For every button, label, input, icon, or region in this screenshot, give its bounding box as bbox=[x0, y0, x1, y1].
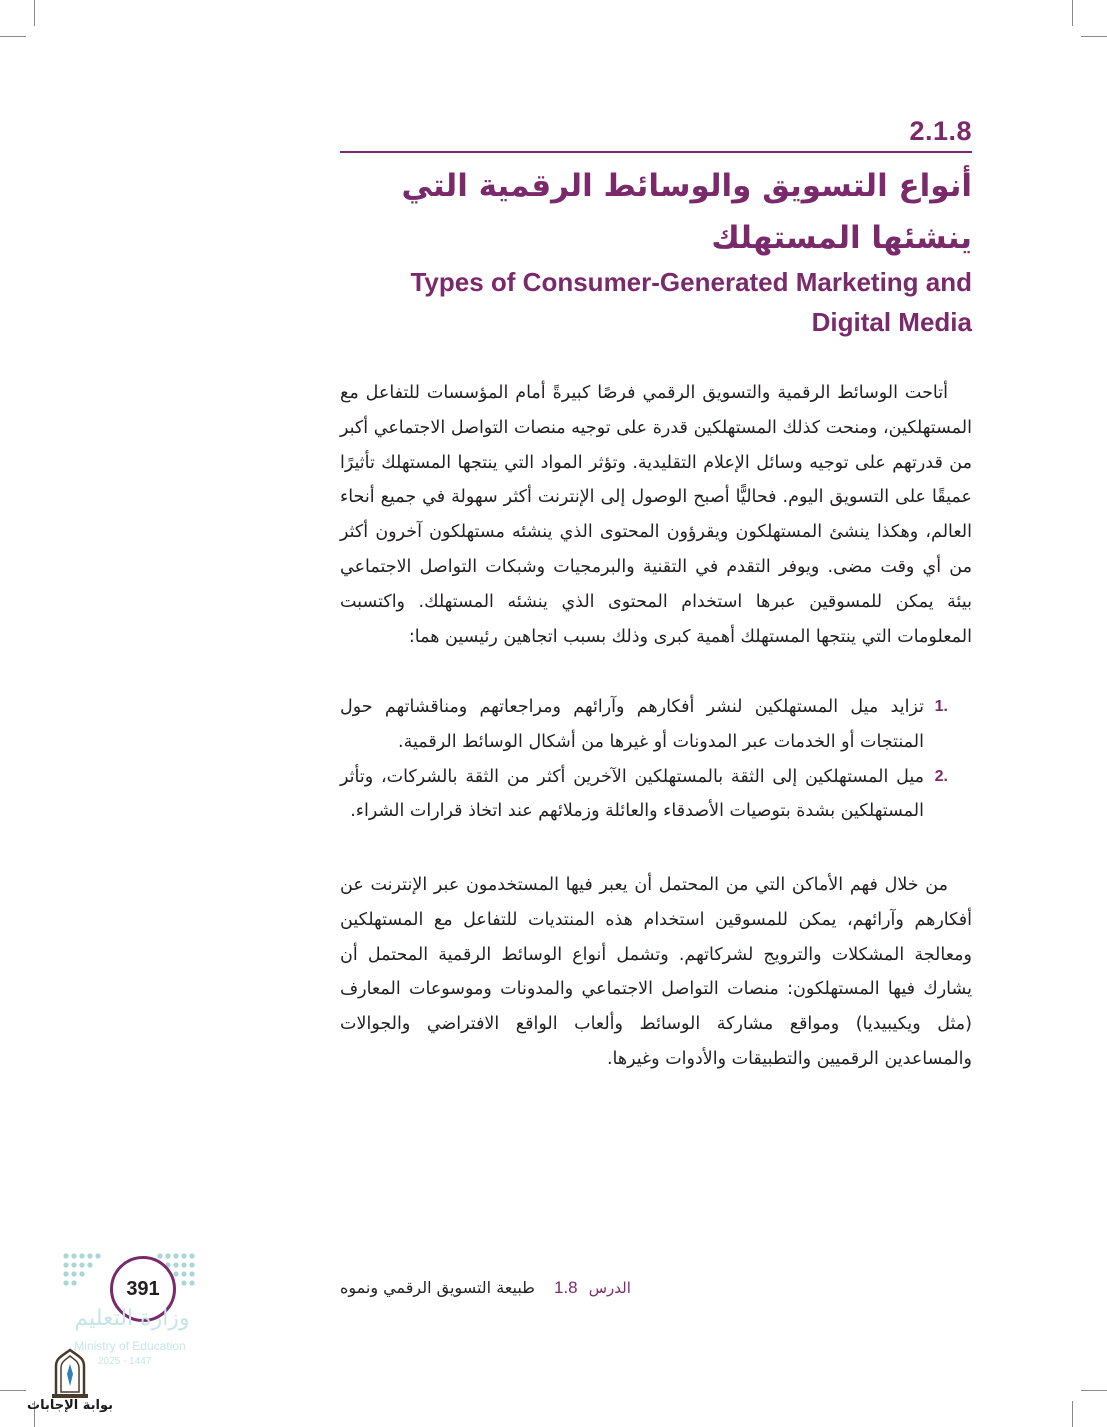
ministry-dots-icon bbox=[62, 1252, 106, 1288]
portal-logo-icon bbox=[44, 1348, 96, 1400]
ministry-name-arabic: وزارة التعليم bbox=[74, 1306, 190, 1331]
body-paragraph-1: أتاحت الوسائط الرقمية والتسويق الرقمي فرصًا كبيرةً أمام المؤسسات للتفاعل مع المستهلكين، ومنحت كذلك المستهلكين قدرة على توجيه منصات التواصل الاجتماعي أكبر من قدرتهم على توجيه وسائل الإعلام التقليدية. وتؤثر المواد التي ينتجها المستهلك تأثيرًا عميقًا على التسويق اليوم. فحاليًّا أصبح الوصول إلى الإنترنت أكثر سهولة في جميع أنحاء العالم، وهكذا ينشئ المستهلكون ويقرؤون المحتوى الذي ينشئه مستهلكون آخرون أكثر من أي وقت مضى. ويوفر التقدم في التقنية والبرمجيات وشبكات التواصل الاجتماعي بيئة يمكن للمسوقين عبرها استخدام المحتوى الذي ينشئه المستهلك. واكتسبت المعلومات التي ينتجها المستهلك أهمية كبرى وذلك بسبب اتجاهين رئيسين هما: bbox=[340, 383, 972, 647]
crop-mark bbox=[1081, 36, 1107, 37]
page-footer bbox=[340, 1278, 631, 1306]
section-title-english: Types of Consumer-Generated Marketing and Digital Media bbox=[410, 267, 972, 337]
section-title-arabic: أنواع التسويق والوسائط الرقمية التي ينشئها المستهلك bbox=[401, 168, 972, 256]
body-paragraph-2: من خلال فهم الأماكن التي من المحتمل أن يعبر فيها المستخدمون عبر الإنترنت عن أفكارهم وآرائهم، يمكن للمسوقين استخدام هذه المنتديات للتفاعل مع المستهلكين ومعالجة المشكلات والترويج لشركاتهم. وتشمل أنواع الوسائط الرقمية المحتمل أن يشارك فيها المستهلكون: منصات التواصل الاجتماعي والمدونات وموسوعات المعارف (مثل ويكيبيديا) ومواقع مشاركة الوسائط وألعاب الواقع الافتراضي والجوالات والمساعدين الرقميين والتطبيقات والأدوات وغيرها. bbox=[340, 875, 972, 1069]
crop-mark bbox=[0, 1390, 26, 1391]
section-number: 2.1.8 bbox=[909, 116, 972, 146]
list-item-number: .2 bbox=[934, 767, 948, 785]
crop-mark bbox=[34, 0, 35, 26]
heading-rule bbox=[340, 151, 972, 153]
lesson-label: الدرس bbox=[588, 1279, 631, 1297]
portal-watermark-text: بوابة الإجابات bbox=[27, 1398, 113, 1413]
list-item-text: ميل المستهلكين إلى الثقة بالمستهلكين الآخرين أكثر من الثقة بالشركات، وتأثر المستهلكين بشدة بتوصيات الأصدقاء والعائلة وزملائهم عند اتخاذ قرارات الشراء. bbox=[340, 766, 924, 822]
crop-mark bbox=[1072, 1401, 1073, 1427]
crop-mark bbox=[1081, 1390, 1107, 1391]
lesson-title: طبيعة التسويق الرقمي ونموه bbox=[340, 1278, 535, 1297]
list-item bbox=[340, 760, 972, 830]
crop-mark bbox=[1072, 0, 1073, 26]
crop-mark bbox=[0, 36, 26, 37]
page-number: 391 bbox=[110, 1256, 176, 1322]
ministry-name-english: Ministry of Education bbox=[74, 1339, 186, 1353]
list-item-text: تزايد ميل المستهلكين لنشر أفكارهم وآرائهم ومراجعاتهم ومناقشاتهم حول المنتجات أو الخدمات عبر المدونات أو غيرها من أشكال الوسائط الرقمية. bbox=[340, 697, 924, 752]
list-item bbox=[340, 690, 972, 760]
trends-list bbox=[340, 690, 972, 829]
lesson-number: 1.8 bbox=[553, 1278, 578, 1297]
list-item-number: .1 bbox=[934, 698, 948, 715]
ministry-year: 2025 - 1447 bbox=[98, 1356, 152, 1367]
